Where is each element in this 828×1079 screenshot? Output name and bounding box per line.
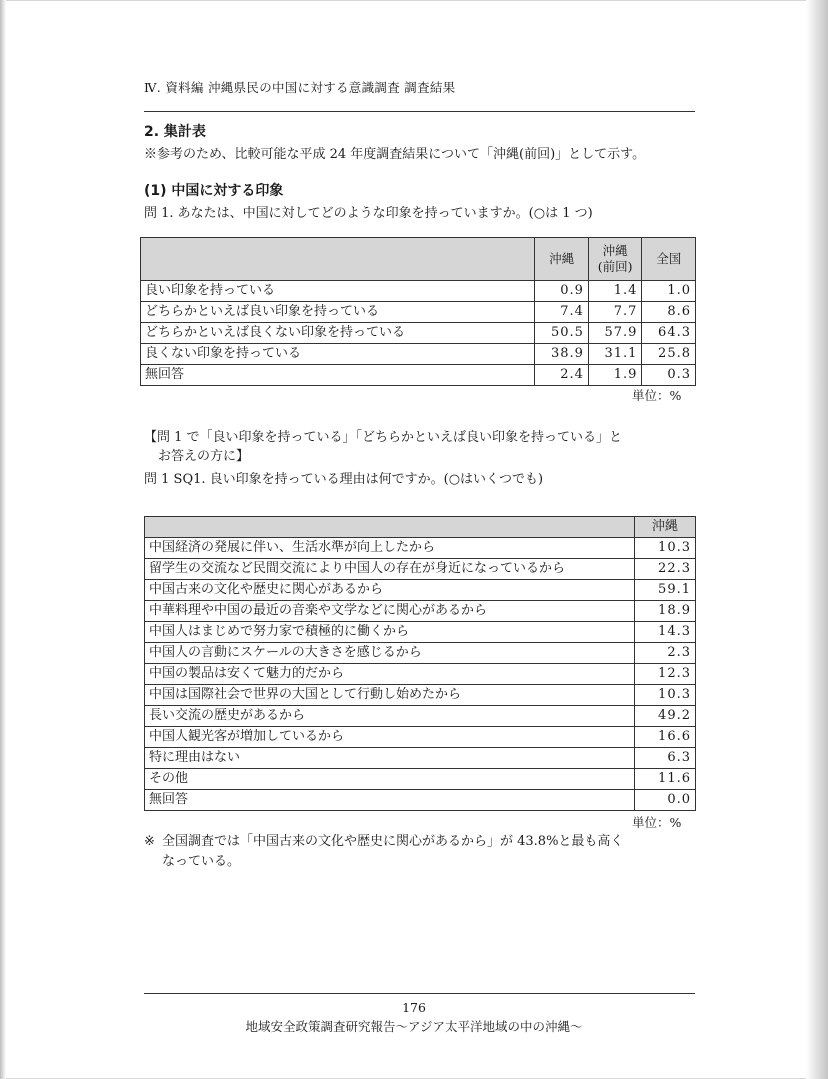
page-edge-shadow-right bbox=[806, 0, 828, 1079]
question-1-sq1: 問 1 SQ1. 良い印象を持っている理由は何ですか。(○はいくつでも) bbox=[144, 472, 544, 487]
value-okinawa: 7.4 bbox=[535, 302, 589, 323]
table-row bbox=[145, 601, 696, 622]
row-label: 中国人はまじめで努力家で積極的に働くから bbox=[145, 622, 635, 643]
table-row bbox=[145, 790, 696, 811]
value-okinawa: 16.6 bbox=[634, 727, 695, 748]
header-cell-blank bbox=[141, 238, 535, 281]
value-okinawa: 14.3 bbox=[634, 622, 695, 643]
value-okinawa: 2.3 bbox=[634, 643, 695, 664]
row-label: 特に理由はない bbox=[145, 748, 635, 769]
value-national: 64.3 bbox=[642, 323, 696, 344]
table-row bbox=[145, 643, 696, 664]
followup-line-2: お答えの方に】 bbox=[158, 449, 250, 464]
value-okinawa: 22.3 bbox=[634, 559, 695, 580]
table-header-row bbox=[145, 517, 696, 538]
header-okinawa: 沖縄 bbox=[535, 238, 589, 281]
row-label: 中国の製品は安くて魅力的だから bbox=[145, 664, 635, 685]
section-note: ※参考のため、比較可能な平成 24 年度調査結果について「沖縄(前回)」として示す。 bbox=[144, 147, 646, 162]
value-okinawa: 2.4 bbox=[535, 365, 589, 386]
value-okinawa-prev: 7.7 bbox=[588, 302, 642, 323]
unit-label: 単位：% bbox=[632, 815, 682, 830]
table-row bbox=[141, 365, 696, 386]
row-label: 中国経済の発展に伴い、生活水準が向上したから bbox=[145, 538, 635, 559]
row-label: 無回答 bbox=[141, 365, 535, 386]
value-okinawa: 50.5 bbox=[535, 323, 589, 344]
value-okinawa: 10.3 bbox=[634, 685, 695, 706]
table-row bbox=[145, 769, 696, 790]
value-national: 25.8 bbox=[642, 344, 696, 365]
reason-table bbox=[144, 516, 696, 811]
value-okinawa: 6.3 bbox=[634, 748, 695, 769]
followup-line-1: 【問 1 で「良い印象を持っている」「どちらかといえば良い印象を持っている」と bbox=[144, 430, 623, 445]
page-edge-shadow-left bbox=[0, 0, 6, 1079]
row-label: 留学生の交流など民間交流により中国人の存在が身近になっているから bbox=[145, 559, 635, 580]
page-number: 176 bbox=[402, 1000, 426, 1015]
value-national: 8.6 bbox=[642, 302, 696, 323]
table-row bbox=[141, 302, 696, 323]
followup-condition-cont bbox=[144, 447, 704, 466]
table-row bbox=[145, 622, 696, 643]
footnote-line-1: 全国調査では「中国古来の文化や歴史に関心があるから」が 43.8%と最も高く bbox=[162, 834, 624, 849]
footnote-line-2: なっている。 bbox=[162, 854, 241, 869]
value-okinawa: 0.9 bbox=[535, 281, 589, 302]
value-okinawa: 12.3 bbox=[634, 664, 695, 685]
value-national: 1.0 bbox=[642, 281, 696, 302]
question-1: 問 1. あなたは、中国に対してどのような印象を持っていますか。(○は 1 つ) bbox=[144, 206, 593, 221]
value-okinawa: 38.9 bbox=[535, 344, 589, 365]
header-okinawa-prev-line1: 沖縄 bbox=[602, 243, 628, 258]
row-label: 中国人の言動にスケールの大きさを感じるから bbox=[145, 643, 635, 664]
table-row bbox=[145, 685, 696, 706]
table-row bbox=[145, 559, 696, 580]
footnote-mark: ※ bbox=[144, 834, 155, 849]
table-row bbox=[145, 706, 696, 727]
impression-table bbox=[140, 237, 696, 386]
row-label: 無回答 bbox=[145, 790, 635, 811]
row-label: 良くない印象を持っている bbox=[141, 344, 535, 365]
value-okinawa-prev: 31.1 bbox=[588, 344, 642, 365]
row-label: どちらかといえば良い印象を持っている bbox=[141, 302, 535, 323]
header-cell-blank bbox=[145, 517, 635, 538]
table-row bbox=[141, 323, 696, 344]
value-okinawa-prev: 57.9 bbox=[588, 323, 642, 344]
header-divider bbox=[144, 111, 695, 112]
value-okinawa: 49.2 bbox=[634, 706, 695, 727]
header-okinawa-prev bbox=[588, 238, 642, 281]
row-label: どちらかといえば良くない印象を持っている bbox=[141, 323, 535, 344]
table-row bbox=[145, 664, 696, 685]
followup-condition bbox=[144, 428, 704, 447]
table-header-row bbox=[141, 238, 696, 281]
value-national: 0.3 bbox=[642, 365, 696, 386]
report-title: 地域安全政策調査研究報告～アジア太平洋地域の中の沖縄～ bbox=[245, 1019, 583, 1034]
running-header: Ⅳ. 資料編 沖縄県民の中国に対する意識調査 調査結果 bbox=[144, 80, 456, 95]
row-label: その他 bbox=[145, 769, 635, 790]
header-national: 全国 bbox=[642, 238, 696, 281]
footer-divider bbox=[144, 993, 695, 994]
row-label: 長い交流の歴史があるから bbox=[145, 706, 635, 727]
table-row bbox=[141, 344, 696, 365]
row-label: 中国人観光客が増加しているから bbox=[145, 727, 635, 748]
value-okinawa: 11.6 bbox=[634, 769, 695, 790]
value-okinawa: 59.1 bbox=[634, 580, 695, 601]
value-okinawa: 10.3 bbox=[634, 538, 695, 559]
value-okinawa: 18.9 bbox=[634, 601, 695, 622]
row-label: 中華料理や中国の最近の音楽や文学などに関心があるから bbox=[145, 601, 635, 622]
header-okinawa-prev-line2: (前回) bbox=[597, 259, 633, 274]
row-label: 中国古来の文化や歴史に関心があるから bbox=[145, 580, 635, 601]
value-okinawa-prev: 1.4 bbox=[588, 281, 642, 302]
footnote bbox=[144, 832, 699, 872]
row-label: 良い印象を持っている bbox=[141, 281, 535, 302]
value-okinawa-prev: 1.9 bbox=[588, 365, 642, 386]
header-okinawa: 沖縄 bbox=[634, 517, 695, 538]
value-okinawa: 0.0 bbox=[634, 790, 695, 811]
table-row bbox=[145, 748, 696, 769]
subsection-title: (1) 中国に対する印象 bbox=[144, 183, 284, 199]
unit-label: 単位：% bbox=[632, 388, 682, 403]
table-row bbox=[141, 281, 696, 302]
table-row bbox=[145, 580, 696, 601]
section-title: 2. 集計表 bbox=[144, 124, 206, 140]
table-row bbox=[145, 538, 696, 559]
table-row bbox=[145, 727, 696, 748]
row-label: 中国は国際社会で世界の大国として行動し始めたから bbox=[145, 685, 635, 706]
